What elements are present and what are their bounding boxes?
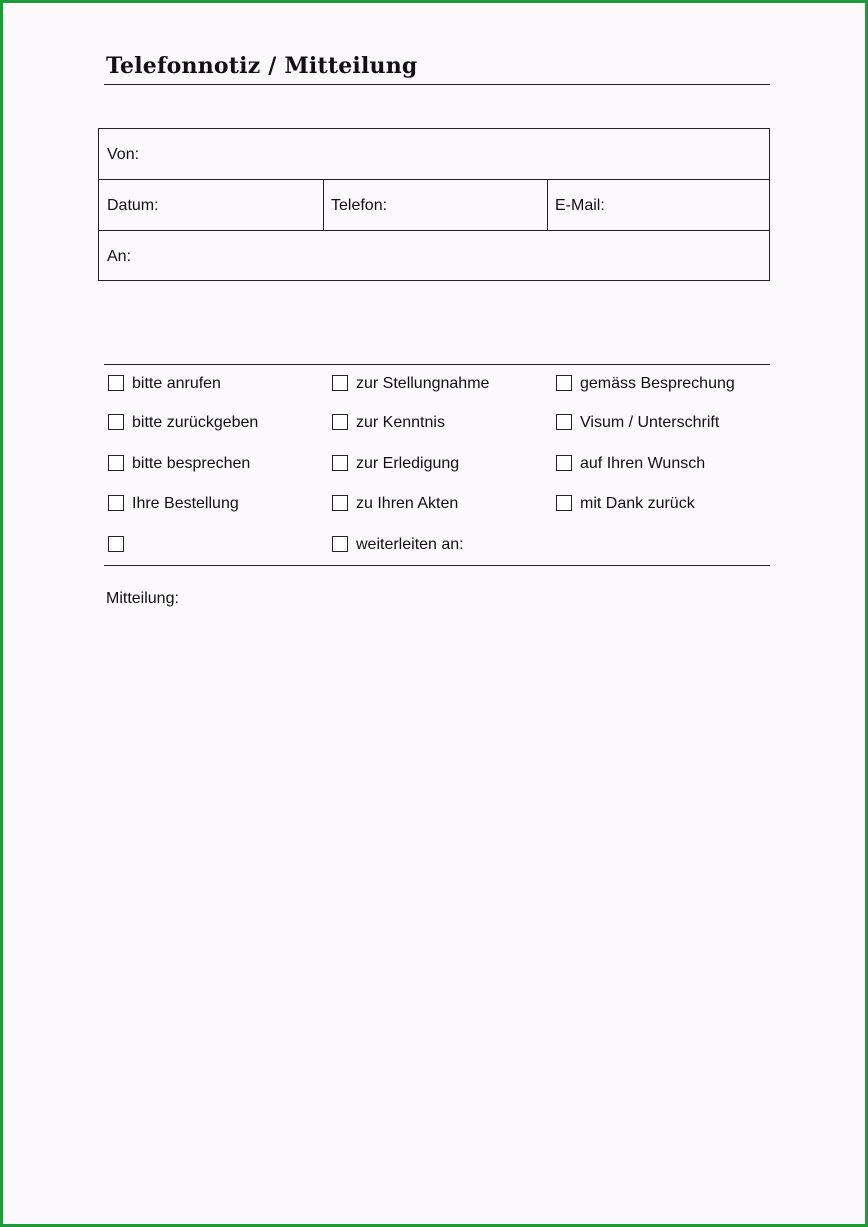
checklist-bottom-rule (104, 565, 770, 566)
checklist-label: zur Stellungnahme (356, 375, 490, 392)
checkbox[interactable] (108, 536, 124, 552)
field-von[interactable] (99, 129, 769, 179)
checkbox[interactable] (556, 455, 572, 471)
field-an[interactable] (99, 231, 769, 280)
checkbox[interactable] (332, 495, 348, 511)
label-telefon: Telefon: (331, 197, 388, 214)
checkbox[interactable] (332, 375, 348, 391)
label-datum: Datum: (107, 197, 159, 214)
checklist-label: Ihre Bestellung (132, 495, 239, 512)
checkbox[interactable] (556, 375, 572, 391)
field-datum[interactable] (99, 180, 323, 230)
checkbox[interactable] (556, 495, 572, 511)
checkbox[interactable] (108, 495, 124, 511)
checkbox[interactable] (332, 414, 348, 430)
checkbox[interactable] (332, 455, 348, 471)
checklist-label: bitte besprechen (132, 455, 251, 472)
checklist-label: zur Erledigung (356, 455, 460, 472)
checklist-label: zu Ihren Akten (356, 495, 459, 512)
checklist-label: zur Kenntnis (356, 414, 445, 431)
checklist-label: mit Dank zurück (580, 495, 695, 512)
message-label: Mitteilung: (106, 590, 179, 607)
checklist-label: auf Ihren Wunsch (580, 455, 706, 472)
row-datum-telefon-email (99, 180, 769, 231)
row-von (99, 129, 769, 180)
checkbox[interactable] (556, 414, 572, 430)
contact-info-table (98, 128, 770, 281)
field-telefon[interactable] (323, 180, 547, 230)
label-von: Von: (107, 146, 140, 163)
checklist-label: bitte anrufen (132, 375, 221, 392)
checklist-top-rule (104, 364, 770, 365)
label-email: E-Mail: (555, 197, 605, 214)
field-email[interactable] (547, 180, 769, 230)
title-underline (104, 84, 770, 85)
row-an (99, 231, 769, 280)
checklist-label: weiterleiten an: (356, 536, 464, 553)
message-area[interactable] (104, 615, 770, 1155)
page-title: Telefonnotiz / Mitteilung (106, 53, 418, 79)
checklist-label: Visum / Unterschrift (580, 414, 720, 431)
checklist-label: gemäss Besprechung (580, 375, 735, 392)
label-an: An: (107, 248, 132, 265)
checkbox[interactable] (332, 536, 348, 552)
checkbox[interactable] (108, 455, 124, 471)
checkbox[interactable] (108, 414, 124, 430)
checkbox[interactable] (108, 375, 124, 391)
checklist-label: bitte zurückgeben (132, 414, 259, 431)
